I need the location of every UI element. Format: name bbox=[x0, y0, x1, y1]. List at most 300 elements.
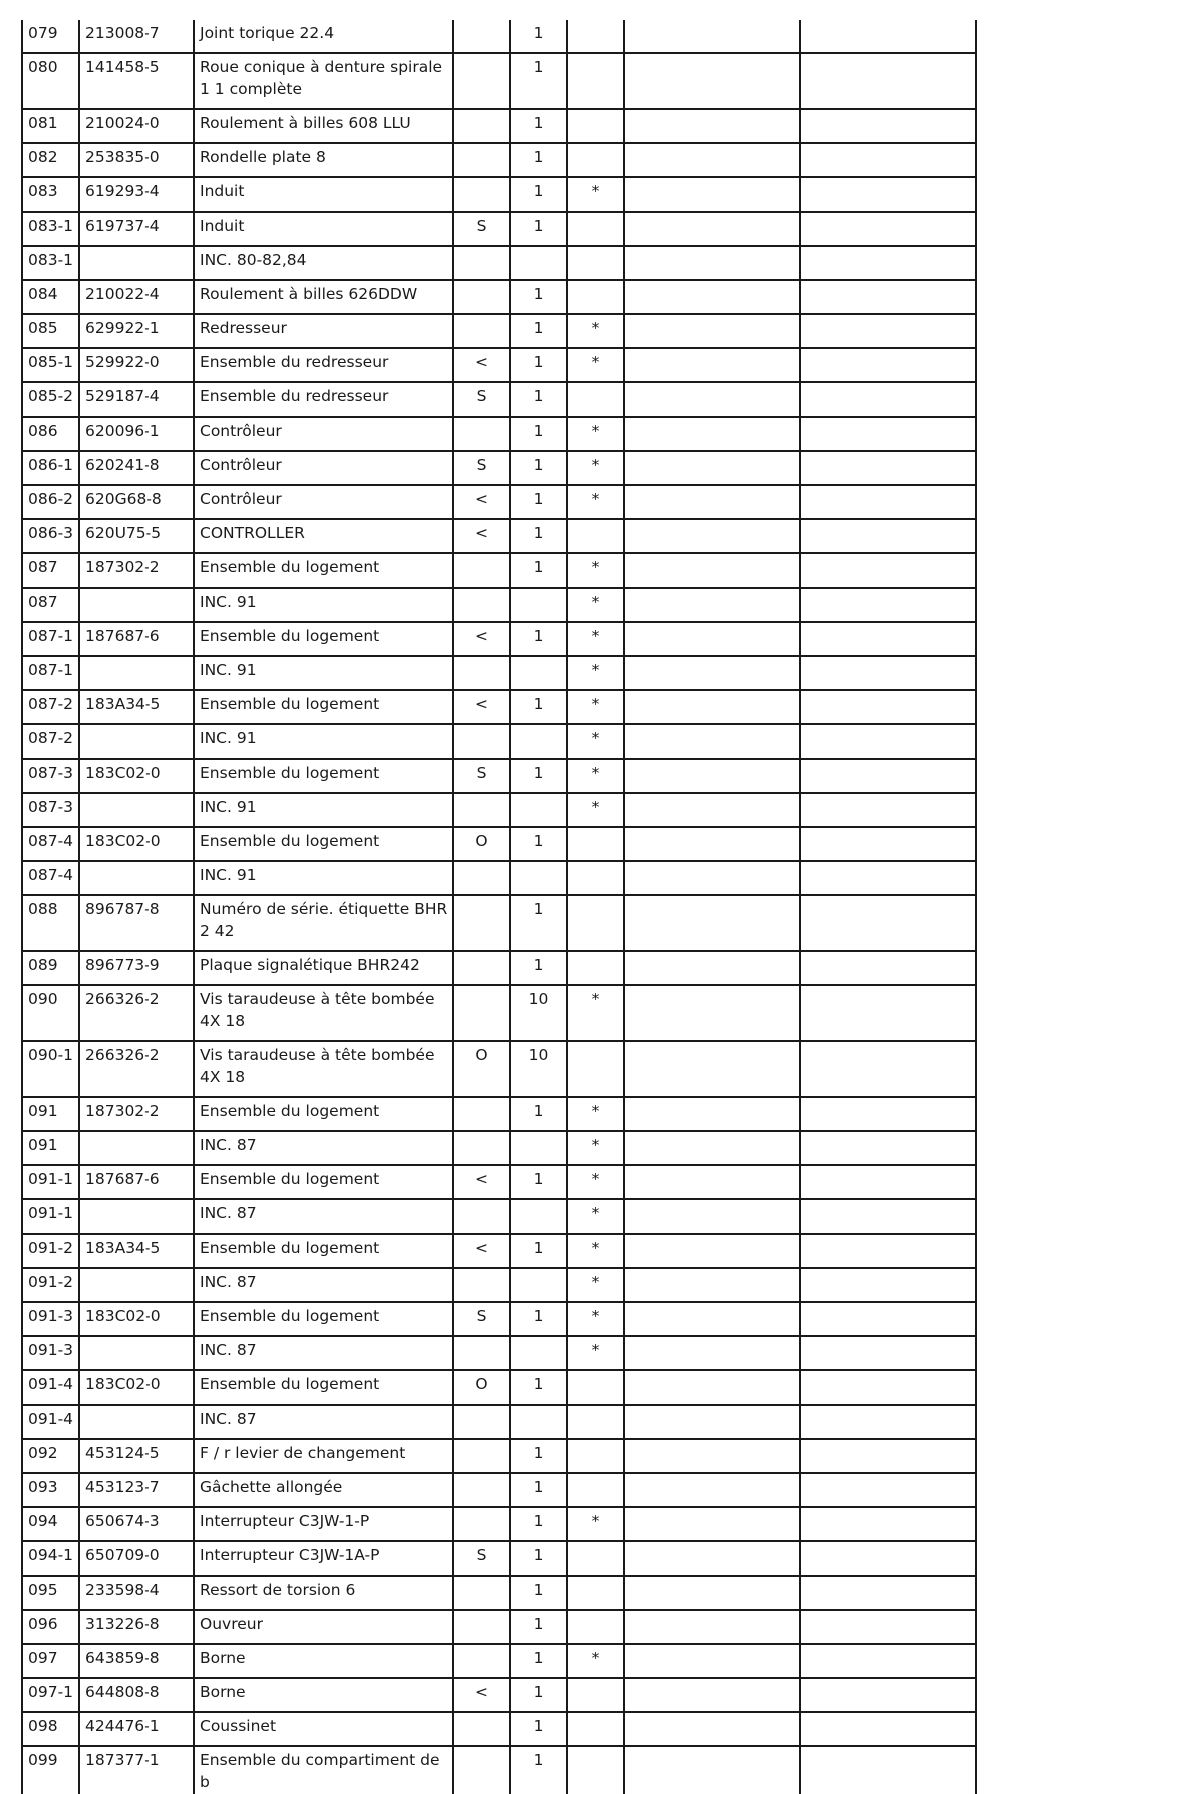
blank-cell bbox=[800, 951, 976, 985]
item-number-cell: 099 bbox=[22, 1746, 79, 1793]
quantity-cell bbox=[510, 793, 567, 827]
version-cell bbox=[453, 246, 510, 280]
version-cell bbox=[453, 1097, 510, 1131]
blank-cell bbox=[800, 1370, 976, 1404]
part-number-cell: 620241-8 bbox=[79, 451, 194, 485]
blank-cell bbox=[624, 451, 800, 485]
marker-cell bbox=[567, 1541, 624, 1575]
description-cell: Induit bbox=[194, 212, 453, 246]
blank-cell bbox=[800, 985, 976, 1041]
part-number-cell: 313226-8 bbox=[79, 1610, 194, 1644]
description-cell: INC. 80-82,84 bbox=[194, 246, 453, 280]
marker-cell: * bbox=[567, 1199, 624, 1233]
blank-cell bbox=[624, 1302, 800, 1336]
table-row bbox=[22, 1165, 976, 1199]
part-number-cell: 650674-3 bbox=[79, 1507, 194, 1541]
description-cell: Numéro de série. étiquette BHR2 42 bbox=[194, 895, 453, 951]
blank-cell bbox=[800, 1746, 976, 1793]
version-cell: S bbox=[453, 212, 510, 246]
blank-cell bbox=[800, 588, 976, 622]
blank-cell bbox=[624, 20, 800, 53]
description-cell: Gâchette allongée bbox=[194, 1473, 453, 1507]
blank-cell bbox=[624, 1439, 800, 1473]
table-row bbox=[22, 314, 976, 348]
version-cell bbox=[453, 724, 510, 758]
version-cell: < bbox=[453, 1678, 510, 1712]
version-cell: O bbox=[453, 1041, 510, 1097]
table-row bbox=[22, 417, 976, 451]
version-cell bbox=[453, 1644, 510, 1678]
version-cell: < bbox=[453, 348, 510, 382]
blank-cell bbox=[624, 177, 800, 211]
part-number-cell: 213008-7 bbox=[79, 20, 194, 53]
blank-cell bbox=[624, 1712, 800, 1746]
item-number-cell: 097-1 bbox=[22, 1678, 79, 1712]
quantity-cell bbox=[510, 1199, 567, 1233]
part-number-cell bbox=[79, 656, 194, 690]
table-row bbox=[22, 246, 976, 280]
quantity-cell: 1 bbox=[510, 1541, 567, 1575]
part-number-cell: 210024-0 bbox=[79, 109, 194, 143]
marker-cell bbox=[567, 1610, 624, 1644]
part-number-cell: 183A34-5 bbox=[79, 690, 194, 724]
blank-cell bbox=[624, 1097, 800, 1131]
description-cell: Contrôleur bbox=[194, 485, 453, 519]
version-cell bbox=[453, 985, 510, 1041]
part-number-cell: 529187-4 bbox=[79, 382, 194, 416]
description-cell: Roulement à billes 626DDW bbox=[194, 280, 453, 314]
quantity-cell bbox=[510, 861, 567, 895]
blank-cell bbox=[624, 53, 800, 109]
blank-cell bbox=[800, 246, 976, 280]
version-cell bbox=[453, 1268, 510, 1302]
marker-cell bbox=[567, 1678, 624, 1712]
description-cell: Vis taraudeuse à tête bombée 4X 18 bbox=[194, 985, 453, 1041]
part-number-cell: 183C02-0 bbox=[79, 759, 194, 793]
part-number-cell: 187687-6 bbox=[79, 1165, 194, 1199]
version-cell bbox=[453, 177, 510, 211]
version-cell bbox=[453, 1131, 510, 1165]
blank-cell bbox=[624, 485, 800, 519]
blank-cell bbox=[624, 519, 800, 553]
part-number-cell: 183C02-0 bbox=[79, 1302, 194, 1336]
version-cell: S bbox=[453, 1302, 510, 1336]
item-number-cell: 087-2 bbox=[22, 724, 79, 758]
table-row bbox=[22, 1405, 976, 1439]
marker-cell: * bbox=[567, 1336, 624, 1370]
item-number-cell: 096 bbox=[22, 1610, 79, 1644]
version-cell bbox=[453, 53, 510, 109]
part-number-cell: 187302-2 bbox=[79, 553, 194, 587]
description-cell: INC. 91 bbox=[194, 724, 453, 758]
quantity-cell: 1 bbox=[510, 382, 567, 416]
item-number-cell: 087-2 bbox=[22, 690, 79, 724]
blank-cell bbox=[800, 53, 976, 109]
quantity-cell: 1 bbox=[510, 895, 567, 951]
blank-cell bbox=[624, 553, 800, 587]
blank-cell bbox=[624, 1199, 800, 1233]
table-row bbox=[22, 1370, 976, 1404]
blank-cell bbox=[624, 314, 800, 348]
table-row bbox=[22, 485, 976, 519]
version-cell bbox=[453, 1576, 510, 1610]
blank-cell bbox=[800, 1131, 976, 1165]
item-number-cell: 087-1 bbox=[22, 622, 79, 656]
item-number-cell: 091-3 bbox=[22, 1336, 79, 1370]
marker-cell bbox=[567, 212, 624, 246]
part-number-cell: 620096-1 bbox=[79, 417, 194, 451]
description-cell: Coussinet bbox=[194, 1712, 453, 1746]
quantity-cell: 1 bbox=[510, 622, 567, 656]
blank-cell bbox=[800, 314, 976, 348]
blank-cell bbox=[624, 1405, 800, 1439]
quantity-cell bbox=[510, 1131, 567, 1165]
description-cell: Ensemble du logement bbox=[194, 759, 453, 793]
table-row bbox=[22, 861, 976, 895]
table-row bbox=[22, 280, 976, 314]
quantity-cell: 1 bbox=[510, 109, 567, 143]
table-row bbox=[22, 519, 976, 553]
quantity-cell: 1 bbox=[510, 280, 567, 314]
table-row bbox=[22, 1746, 976, 1793]
table-row bbox=[22, 622, 976, 656]
blank-cell bbox=[800, 1678, 976, 1712]
table-row bbox=[22, 1041, 976, 1097]
blank-cell bbox=[624, 656, 800, 690]
table-row bbox=[22, 827, 976, 861]
description-cell: Ensemble du logement bbox=[194, 1370, 453, 1404]
table-row bbox=[22, 451, 976, 485]
marker-cell: * bbox=[567, 1165, 624, 1199]
item-number-cell: 091-1 bbox=[22, 1199, 79, 1233]
table-row bbox=[22, 793, 976, 827]
description-cell: Ensemble du logement bbox=[194, 553, 453, 587]
description-cell: Ensemble du redresseur bbox=[194, 382, 453, 416]
blank-cell bbox=[800, 20, 976, 53]
item-number-cell: 095 bbox=[22, 1576, 79, 1610]
quantity-cell: 1 bbox=[510, 1370, 567, 1404]
quantity-cell: 1 bbox=[510, 519, 567, 553]
item-number-cell: 091-2 bbox=[22, 1234, 79, 1268]
description-cell: INC. 91 bbox=[194, 656, 453, 690]
quantity-cell: 1 bbox=[510, 451, 567, 485]
marker-cell: * bbox=[567, 1131, 624, 1165]
blank-cell bbox=[624, 212, 800, 246]
description-cell: Ouvreur bbox=[194, 1610, 453, 1644]
version-cell bbox=[453, 1746, 510, 1793]
version-cell bbox=[453, 1473, 510, 1507]
description-cell: Joint torique 22.4 bbox=[194, 20, 453, 53]
quantity-cell: 1 bbox=[510, 1097, 567, 1131]
quantity-cell: 1 bbox=[510, 20, 567, 53]
marker-cell bbox=[567, 109, 624, 143]
item-number-cell: 087-4 bbox=[22, 861, 79, 895]
table-row bbox=[22, 1268, 976, 1302]
blank-cell bbox=[800, 382, 976, 416]
item-number-cell: 086-3 bbox=[22, 519, 79, 553]
blank-cell bbox=[624, 1610, 800, 1644]
version-cell bbox=[453, 588, 510, 622]
blank-cell bbox=[800, 553, 976, 587]
description-cell: INC. 87 bbox=[194, 1131, 453, 1165]
quantity-cell bbox=[510, 246, 567, 280]
blank-cell bbox=[800, 1165, 976, 1199]
blank-cell bbox=[800, 759, 976, 793]
table-row bbox=[22, 1336, 976, 1370]
blank-cell bbox=[624, 1576, 800, 1610]
blank-cell bbox=[800, 417, 976, 451]
blank-cell bbox=[800, 1644, 976, 1678]
description-cell: Contrôleur bbox=[194, 417, 453, 451]
version-cell bbox=[453, 1610, 510, 1644]
item-number-cell: 081 bbox=[22, 109, 79, 143]
marker-cell: * bbox=[567, 724, 624, 758]
version-cell bbox=[453, 793, 510, 827]
part-number-cell: 629922-1 bbox=[79, 314, 194, 348]
part-number-cell: 187377-1 bbox=[79, 1746, 194, 1793]
part-number-cell: 187687-6 bbox=[79, 622, 194, 656]
table-row bbox=[22, 951, 976, 985]
blank-cell bbox=[624, 1473, 800, 1507]
table-row bbox=[22, 1541, 976, 1575]
blank-cell bbox=[800, 348, 976, 382]
item-number-cell: 091-2 bbox=[22, 1268, 79, 1302]
quantity-cell: 1 bbox=[510, 759, 567, 793]
quantity-cell: 1 bbox=[510, 1507, 567, 1541]
version-cell: S bbox=[453, 759, 510, 793]
item-number-cell: 083-1 bbox=[22, 246, 79, 280]
quantity-cell: 1 bbox=[510, 827, 567, 861]
blank-cell bbox=[624, 690, 800, 724]
version-cell bbox=[453, 1405, 510, 1439]
marker-cell bbox=[567, 951, 624, 985]
blank-cell bbox=[800, 1712, 976, 1746]
marker-cell: * bbox=[567, 1302, 624, 1336]
blank-cell bbox=[800, 280, 976, 314]
version-cell bbox=[453, 20, 510, 53]
item-number-cell: 083-1 bbox=[22, 212, 79, 246]
blank-cell bbox=[800, 1097, 976, 1131]
description-cell: Induit bbox=[194, 177, 453, 211]
marker-cell: * bbox=[567, 451, 624, 485]
quantity-cell: 1 bbox=[510, 314, 567, 348]
description-cell: Ensemble du logement bbox=[194, 1165, 453, 1199]
item-number-cell: 091 bbox=[22, 1131, 79, 1165]
marker-cell: * bbox=[567, 417, 624, 451]
table-row bbox=[22, 985, 976, 1041]
quantity-cell bbox=[510, 1268, 567, 1302]
part-number-cell: 619293-4 bbox=[79, 177, 194, 211]
item-number-cell: 091 bbox=[22, 1097, 79, 1131]
part-number-cell: 644808-8 bbox=[79, 1678, 194, 1712]
version-cell bbox=[453, 1507, 510, 1541]
marker-cell: * bbox=[567, 793, 624, 827]
table-row bbox=[22, 109, 976, 143]
item-number-cell: 085-2 bbox=[22, 382, 79, 416]
quantity-cell bbox=[510, 588, 567, 622]
blank-cell bbox=[800, 1268, 976, 1302]
blank-cell bbox=[800, 1199, 976, 1233]
quantity-cell: 1 bbox=[510, 690, 567, 724]
item-number-cell: 080 bbox=[22, 53, 79, 109]
blank-cell bbox=[800, 861, 976, 895]
part-number-cell: 141458-5 bbox=[79, 53, 194, 109]
table-row bbox=[22, 143, 976, 177]
quantity-cell: 1 bbox=[510, 53, 567, 109]
blank-cell bbox=[624, 827, 800, 861]
blank-cell bbox=[624, 759, 800, 793]
description-cell: INC. 87 bbox=[194, 1336, 453, 1370]
item-number-cell: 086-2 bbox=[22, 485, 79, 519]
marker-cell: * bbox=[567, 1644, 624, 1678]
marker-cell bbox=[567, 143, 624, 177]
blank-cell bbox=[624, 1165, 800, 1199]
description-cell: Ensemble du logement bbox=[194, 1302, 453, 1336]
table-row bbox=[22, 1644, 976, 1678]
version-cell bbox=[453, 143, 510, 177]
quantity-cell: 1 bbox=[510, 177, 567, 211]
blank-cell bbox=[624, 348, 800, 382]
item-number-cell: 088 bbox=[22, 895, 79, 951]
version-cell bbox=[453, 895, 510, 951]
item-number-cell: 091-1 bbox=[22, 1165, 79, 1199]
marker-cell: * bbox=[567, 1507, 624, 1541]
part-number-cell: 187302-2 bbox=[79, 1097, 194, 1131]
marker-cell bbox=[567, 1576, 624, 1610]
table-row bbox=[22, 1507, 976, 1541]
part-number-cell: 896787-8 bbox=[79, 895, 194, 951]
version-cell bbox=[453, 1712, 510, 1746]
table-row bbox=[22, 1576, 976, 1610]
quantity-cell: 1 bbox=[510, 1302, 567, 1336]
item-number-cell: 093 bbox=[22, 1473, 79, 1507]
blank-cell bbox=[624, 861, 800, 895]
marker-cell: * bbox=[567, 759, 624, 793]
blank-cell bbox=[624, 895, 800, 951]
marker-cell bbox=[567, 1370, 624, 1404]
part-number-cell bbox=[79, 588, 194, 622]
part-number-cell: 183A34-5 bbox=[79, 1234, 194, 1268]
blank-cell bbox=[624, 280, 800, 314]
blank-cell bbox=[624, 1234, 800, 1268]
marker-cell: * bbox=[567, 177, 624, 211]
part-number-cell: 266326-2 bbox=[79, 1041, 194, 1097]
table-row bbox=[22, 1097, 976, 1131]
part-number-cell: 620G68-8 bbox=[79, 485, 194, 519]
quantity-cell: 1 bbox=[510, 1644, 567, 1678]
version-cell bbox=[453, 109, 510, 143]
description-cell: INC. 87 bbox=[194, 1268, 453, 1302]
blank-cell bbox=[624, 1746, 800, 1793]
version-cell: < bbox=[453, 1234, 510, 1268]
blank-cell bbox=[800, 143, 976, 177]
item-number-cell: 090 bbox=[22, 985, 79, 1041]
blank-cell bbox=[624, 1541, 800, 1575]
description-cell: Roulement à billes 608 LLU bbox=[194, 109, 453, 143]
quantity-cell: 1 bbox=[510, 485, 567, 519]
part-number-cell bbox=[79, 861, 194, 895]
part-number-cell: 183C02-0 bbox=[79, 1370, 194, 1404]
blank-cell bbox=[624, 1131, 800, 1165]
description-cell: Ensemble du logement bbox=[194, 1097, 453, 1131]
part-number-cell bbox=[79, 246, 194, 280]
version-cell: < bbox=[453, 1165, 510, 1199]
part-number-cell bbox=[79, 1336, 194, 1370]
description-cell: Ensemble du redresseur bbox=[194, 348, 453, 382]
description-cell: INC. 87 bbox=[194, 1405, 453, 1439]
marker-cell bbox=[567, 827, 624, 861]
version-cell bbox=[453, 1336, 510, 1370]
blank-cell bbox=[800, 724, 976, 758]
version-cell: < bbox=[453, 485, 510, 519]
item-number-cell: 087 bbox=[22, 588, 79, 622]
item-number-cell: 086-1 bbox=[22, 451, 79, 485]
blank-cell bbox=[624, 417, 800, 451]
blank-cell bbox=[800, 1576, 976, 1610]
item-number-cell: 087-4 bbox=[22, 827, 79, 861]
description-cell: Interrupteur C3JW-1-P bbox=[194, 1507, 453, 1541]
item-number-cell: 090-1 bbox=[22, 1041, 79, 1097]
marker-cell: * bbox=[567, 348, 624, 382]
blank-cell bbox=[624, 588, 800, 622]
quantity-cell: 1 bbox=[510, 1473, 567, 1507]
version-cell bbox=[453, 1439, 510, 1473]
blank-cell bbox=[624, 724, 800, 758]
blank-cell bbox=[800, 1234, 976, 1268]
quantity-cell: 10 bbox=[510, 1041, 567, 1097]
quantity-cell: 1 bbox=[510, 143, 567, 177]
item-number-cell: 092 bbox=[22, 1439, 79, 1473]
version-cell: S bbox=[453, 451, 510, 485]
description-cell: INC. 91 bbox=[194, 861, 453, 895]
marker-cell: * bbox=[567, 1268, 624, 1302]
version-cell: S bbox=[453, 1541, 510, 1575]
table-row bbox=[22, 553, 976, 587]
quantity-cell: 1 bbox=[510, 1576, 567, 1610]
blank-cell bbox=[624, 622, 800, 656]
item-number-cell: 091-4 bbox=[22, 1405, 79, 1439]
item-number-cell: 098 bbox=[22, 1712, 79, 1746]
table-row bbox=[22, 1439, 976, 1473]
blank-cell bbox=[800, 109, 976, 143]
part-number-cell: 650709-0 bbox=[79, 1541, 194, 1575]
blank-cell bbox=[800, 793, 976, 827]
version-cell: O bbox=[453, 827, 510, 861]
version-cell bbox=[453, 861, 510, 895]
blank-cell bbox=[800, 177, 976, 211]
blank-cell bbox=[624, 985, 800, 1041]
blank-cell bbox=[800, 827, 976, 861]
part-number-cell bbox=[79, 1268, 194, 1302]
item-number-cell: 097 bbox=[22, 1644, 79, 1678]
description-cell: Ensemble du logement bbox=[194, 1234, 453, 1268]
version-cell: < bbox=[453, 690, 510, 724]
blank-cell bbox=[624, 1644, 800, 1678]
blank-cell bbox=[800, 451, 976, 485]
marker-cell: * bbox=[567, 588, 624, 622]
part-number-cell bbox=[79, 1131, 194, 1165]
description-cell: CONTROLLER bbox=[194, 519, 453, 553]
item-number-cell: 087 bbox=[22, 553, 79, 587]
blank-cell bbox=[624, 951, 800, 985]
part-number-cell: 529922-0 bbox=[79, 348, 194, 382]
table-row bbox=[22, 1678, 976, 1712]
parts-list-body bbox=[22, 20, 976, 1794]
marker-cell bbox=[567, 1746, 624, 1793]
part-number-cell: 619737-4 bbox=[79, 212, 194, 246]
quantity-cell: 1 bbox=[510, 1678, 567, 1712]
part-number-cell bbox=[79, 1199, 194, 1233]
